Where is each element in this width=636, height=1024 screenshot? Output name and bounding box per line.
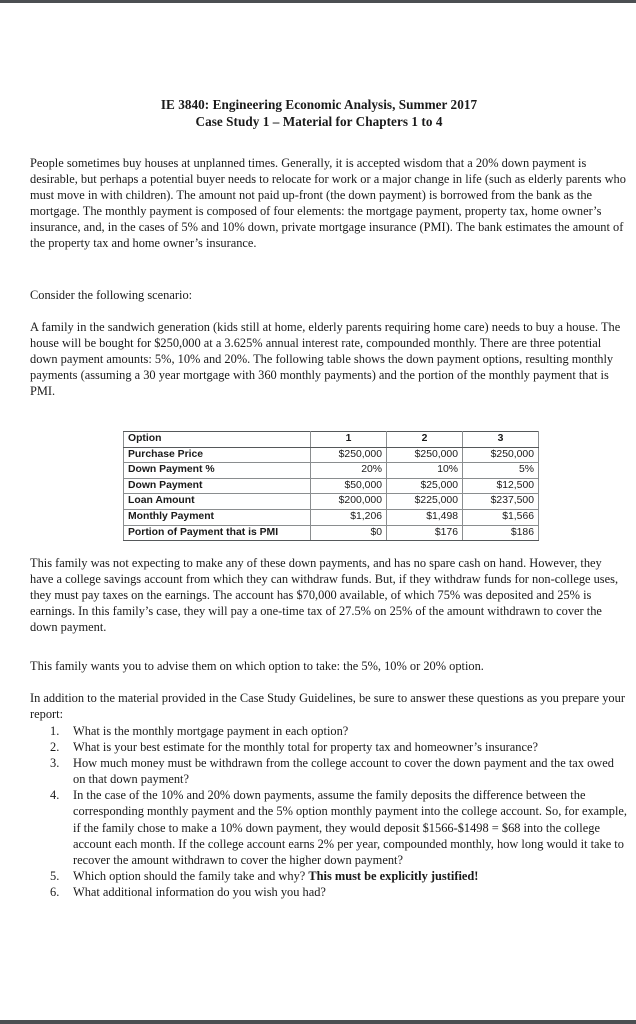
table-row xyxy=(124,463,539,479)
row-value: 10% xyxy=(387,463,463,479)
row-value: 5% xyxy=(463,463,539,479)
question-body: What is your best estimate for the monthly total for property tax and homeowner’s insurance? xyxy=(73,740,538,755)
row-value: 20% xyxy=(311,463,387,479)
list-item-number: 1. xyxy=(50,724,60,738)
row-label: Down Payment % xyxy=(124,463,311,479)
row-value: $1,206 xyxy=(311,509,387,525)
paragraph-questions-intro: In addition to the material provided in the Case Study Guidelines, be sure to answer these questions as you prepare your report: xyxy=(30,691,625,722)
list-item xyxy=(30,884,627,900)
question-body: What additional information do you wish you had? xyxy=(73,884,326,899)
table-header-col-2: 2 xyxy=(387,432,463,448)
paragraph-college-savings: This family was not expecting to make any of these down payments, and has no spare cash on hand. However, they have a college savings account from which they can withdraw funds. But, if they withdraw funds for non-college uses, they must pay taxes on the earnings. The account has $70,000 available, of which 75% was deposited and 25% is earnings. In this family’s case, they will pay a one-time tax of 27.5% on 25% of the amount withdrawn to cover the down payment. xyxy=(30,556,619,635)
paragraph-consider: Consider the following scenario: xyxy=(30,288,193,302)
table-header-col-3: 3 xyxy=(463,432,539,448)
question-body: How much money must be withdrawn from the college account to cover the down payment and the tax owed on that down payment? xyxy=(73,756,614,787)
options-table-container xyxy=(123,431,539,541)
row-label: Portion of Payment that is PMI xyxy=(124,525,311,541)
row-value: $25,000 xyxy=(387,478,463,494)
row-value: $200,000 xyxy=(311,494,387,510)
list-item xyxy=(30,755,627,787)
question-bold-note: This must be explicitly justified! xyxy=(308,868,479,883)
options-table-head xyxy=(124,432,539,448)
row-label: Loan Amount xyxy=(124,494,311,510)
table-row xyxy=(124,509,539,525)
row-value: $1,566 xyxy=(463,509,539,525)
options-table xyxy=(123,431,539,541)
row-value: $186 xyxy=(463,525,539,541)
question-body: Which option should the family take and why? xyxy=(73,868,309,883)
paragraph-scenario: A family in the sandwich generation (kids still at home, elderly parents requiring home care) needs to buy a house. The house will be bought for $250,000 at a 3.625% annual interest rate, compounded monthly. There are three potential down payment amounts: 5%, 10% and 20%. The following table shows the down payment options, resulting monthly payments (assuming a 30 year mortgage with 360 monthly payments) and the portion of the monthly payment that is PMI. xyxy=(30,320,621,399)
row-value: $12,500 xyxy=(463,478,539,494)
row-value: $237,500 xyxy=(463,494,539,510)
row-value: $0 xyxy=(311,525,387,541)
list-item-number: 4. xyxy=(50,788,60,803)
table-header-option: Option xyxy=(124,432,311,448)
table-header-row xyxy=(124,432,539,448)
list-item-number: 6. xyxy=(50,884,60,899)
list-item-text xyxy=(73,739,627,755)
title-line-1: IE 3840: Engineering Economic Analysis, Summer 2017 xyxy=(160,97,478,112)
row-value: $1,498 xyxy=(387,509,463,525)
list-item-number: 5. xyxy=(50,868,60,883)
row-value: $250,000 xyxy=(463,447,539,463)
list-item xyxy=(30,787,627,867)
paragraph-intro: People sometimes buy houses at unplanned times. Generally, it is accepted wisdom that a 20% down payment is desirable, but perhaps a potential buyer needs to relocate for work or a major change in life (such as elderly parents who must move in with children). The amount not paid up-front (the down payment) is borrowed from the bank as the mortgage. The monthly payment is composed of four elements: the mortgage payment, property tax, home owner’s insurance, and, in the cases of 5% and 10% down, private mortgage insurance (PMI). The bank estimates the amount of the property tax and home owner’s insurance. xyxy=(30,156,626,251)
row-value: $176 xyxy=(387,525,463,541)
table-row xyxy=(124,447,539,463)
table-header-col-1: 1 xyxy=(311,432,387,448)
table-row xyxy=(124,525,539,541)
row-label: Purchase Price xyxy=(124,447,311,463)
page-title xyxy=(30,97,608,130)
question-body: In the case of the 10% and 20% down payments, assume the family deposits the difference between the corresponding monthly payment and the 5% option monthly payment into the college account. So, for example, if the family chose to make a 10% down payment, they would deposit $1566-$1498 = $68 into the college account each month. If the college account earns 2% per year, compounded monthly, how long would it take to recover the amount withdrawn to cover the higher down payment? xyxy=(73,788,628,867)
list-item xyxy=(30,739,627,755)
document-title-block xyxy=(30,97,608,130)
question-body: What is the monthly mortgage payment in each option? xyxy=(73,724,349,738)
row-value: $250,000 xyxy=(387,447,463,463)
list-item xyxy=(30,723,627,739)
list-item-number: 2. xyxy=(50,740,60,755)
list-item-text xyxy=(73,884,627,900)
paragraph-advise: This family wants you to advise them on which option to take: the 5%, 10% or 20% option. xyxy=(30,659,484,673)
row-label: Monthly Payment xyxy=(124,509,311,525)
options-table-body xyxy=(124,447,539,541)
list-item-text xyxy=(73,723,627,739)
list-item-number: 3. xyxy=(50,756,60,771)
questions-list xyxy=(30,723,627,900)
table-row xyxy=(124,478,539,494)
title-line-2: Case Study 1 – Material for Chapters 1 to 4 xyxy=(195,113,443,129)
row-label: Down Payment xyxy=(124,478,311,494)
row-value: $225,000 xyxy=(387,494,463,510)
list-item xyxy=(30,868,627,884)
list-item-text xyxy=(73,755,627,787)
table-row xyxy=(124,494,539,510)
row-value: $250,000 xyxy=(311,447,387,463)
list-item-text xyxy=(73,868,627,884)
list-item-text xyxy=(73,787,627,867)
row-value: $50,000 xyxy=(311,478,387,494)
